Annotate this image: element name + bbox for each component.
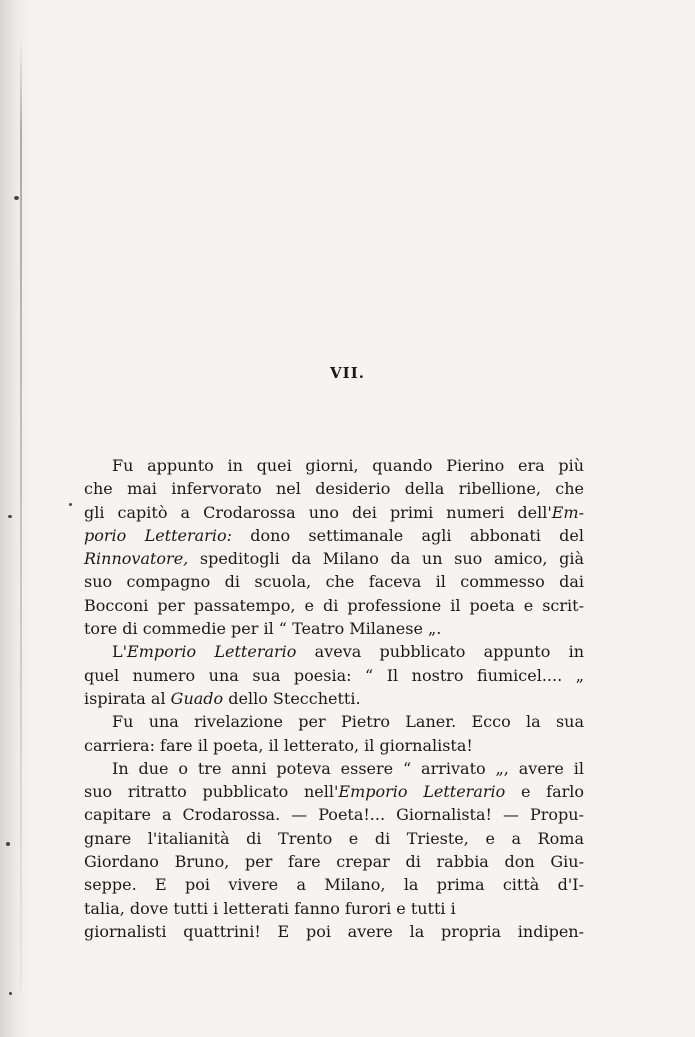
italic-title: Emporio Letterario (338, 782, 506, 802)
paper-speck (69, 503, 72, 506)
text-line: che mai infervorato nel desiderio della ribellione, che (84, 479, 584, 499)
text-line: carriera: fare il poeta, il letterato, il giornalista! (84, 735, 473, 755)
text-line: Bocconi per passatempo, e di professione il poeta e scrit- (84, 595, 584, 615)
text-line: capitare a Crodarossa. — Poeta!... Giornalista! — Propu- (84, 805, 584, 825)
text-line: L'Emporio Letterario aveva pubblicato appunto in (112, 642, 584, 662)
text-line: seppe. E poi vivere a Milano, la prima città d'I- (84, 875, 584, 895)
text-line: giornalisti quattrini! E poi avere la propria indipen- (84, 921, 584, 941)
italic-title: Em- (551, 502, 584, 522)
text-line: tore di commedie per il “ Teatro Milanese „. (84, 619, 442, 639)
text-line: Rinnovatore, speditogli da Milano da un suo amico, già (84, 549, 584, 569)
page-edge-line (20, 40, 22, 990)
italic-title: Rinnovatore, (84, 549, 189, 569)
text-line: Giordano Bruno, per fare crepar di rabbia don Giu- (84, 852, 584, 872)
text-line: gli capitò a Crodarossa uno dei primi numeri dell'Em- (84, 502, 584, 522)
text-line: talia, dove tutti i letterati fanno furori e tutti i (84, 898, 456, 918)
paper-speck (8, 515, 12, 518)
text-line: porio Letterario: dono settimanale agli abbonati del (84, 525, 584, 545)
text-line: gnare l'italianità di Trento e di Trieste, e a Roma (84, 828, 584, 848)
text-line: suo ritratto pubblicato nell'Emporio Letterario e farlo (84, 782, 585, 802)
text-line: suo compagno di scuola, che faceva il commesso dai (84, 572, 584, 592)
paper-speck (6, 842, 10, 846)
paper-speck (14, 196, 19, 200)
page-edge-shadow (0, 0, 30, 1037)
text-line: Fu appunto in quei giorni, quando Pierino era più (112, 456, 584, 475)
italic-title: Guado (170, 688, 224, 708)
chapter-heading: VII. (330, 364, 365, 382)
paper-speck (9, 992, 12, 995)
text-line: quel numero una sua poesia: “ Il nostro fiumicel.... „ (84, 665, 584, 685)
body-text (84, 454, 584, 943)
italic-title: Emporio Letterario (127, 642, 297, 662)
text-line: Fu una rivelazione per Pietro Laner. Ecco la sua (112, 712, 584, 732)
text-line: ispirata al Guado dello Stecchetti. (84, 688, 361, 708)
text-line: In due o tre anni poteva essere “ arrivato „, avere il (112, 758, 584, 778)
italic-title: porio Letterario: (84, 525, 232, 545)
